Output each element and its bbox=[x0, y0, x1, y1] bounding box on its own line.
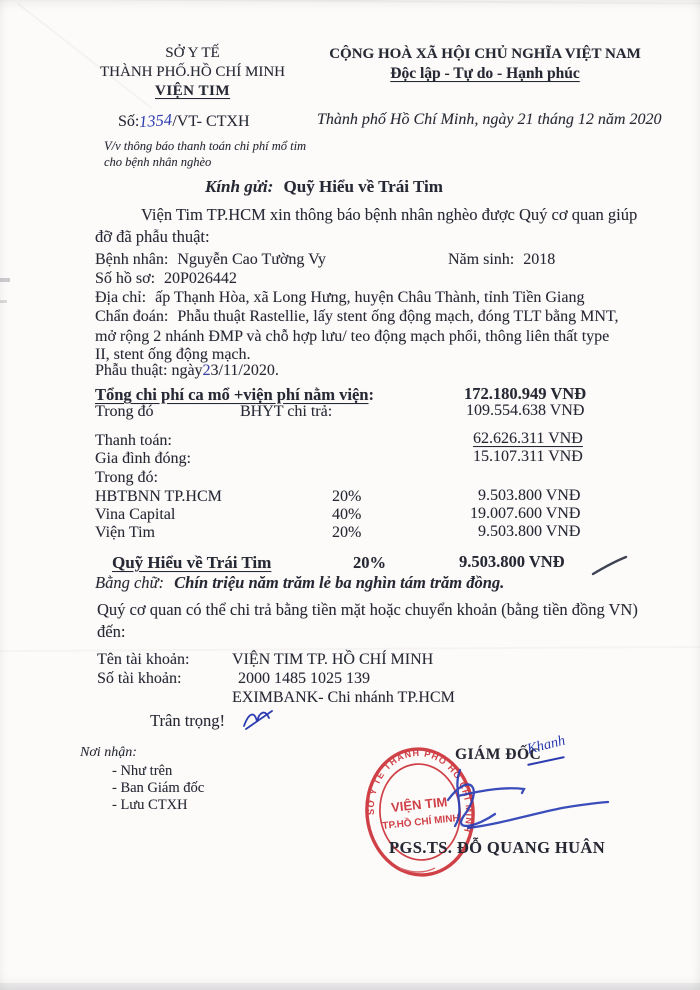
stamp-ring-text: SỞ Y TẾ THÀNH PHỐ HỒ CHÍ MINH bbox=[365, 747, 475, 834]
patient-name-label: Bệnh nhân: bbox=[95, 251, 169, 268]
recipient-fund-name: Quỹ Hiểu về Trái Tim bbox=[283, 177, 443, 196]
detail-label: Trong đó: bbox=[95, 469, 158, 486]
letterhead-right bbox=[325, 44, 645, 84]
salutation bbox=[205, 177, 443, 197]
subject-line2: cho bệnh nhân nghèo bbox=[104, 155, 212, 169]
birth-year-value: 2018 bbox=[523, 251, 556, 268]
fund-label: Quỹ Hiểu về Trái Tim bbox=[112, 553, 272, 572]
surgery-label: Phẫu thuật: ngày bbox=[95, 362, 203, 379]
letterhead-left bbox=[75, 44, 310, 101]
fund-percent: 20% bbox=[353, 553, 386, 572]
total-cost-label-line bbox=[95, 385, 374, 405]
in-words-value: Chín triệu năm trăm lẻ ba nghìn tám trăm đồng. bbox=[174, 573, 505, 592]
account-name-value: VIỆN TIM TP. HỒ CHÍ MINH bbox=[232, 651, 434, 668]
account-bank-value: EXIMBANK- Chi nhánh TP.HCM bbox=[232, 689, 455, 706]
subject-line1: V/v thông báo thanh toán chi phí mổ tim bbox=[104, 139, 307, 153]
payment-label: Thanh toán: bbox=[95, 432, 172, 449]
table-row-name: Viện Tim bbox=[95, 524, 155, 541]
diagnosis-label: Chẩn đoán: bbox=[95, 308, 169, 325]
in-words-label: Bằng chữ: bbox=[95, 573, 165, 592]
stamp-center-line2: TP.HỒ CHÍ MINH bbox=[381, 812, 461, 832]
diagnosis-text1: Phẫu thuật Rastellie, lấy stent ống động mạch, đóng TLT bằng MNT, bbox=[177, 308, 619, 325]
total-cost-colon: : bbox=[368, 385, 374, 404]
letterhead-city: THÀNH PHỐ.HỒ CHÍ MINH bbox=[100, 64, 285, 80]
stamp-center-line1: VIỆN TIM bbox=[390, 794, 449, 815]
pen-initials-squiggle bbox=[238, 702, 283, 734]
birth-year-line bbox=[448, 251, 555, 269]
ref-suffix: /VT- CTXH bbox=[172, 113, 250, 130]
fund-value: 9.503.800 VNĐ bbox=[459, 552, 565, 571]
diagnosis-line2: mở rộng 2 nhánh ĐMP và chỗ hợp lưu/ teo động mạch phổi, thông liên thất type bbox=[95, 328, 610, 345]
amount-in-words-line bbox=[95, 573, 504, 593]
bhyt-label: BHYT chi trả: bbox=[240, 403, 333, 420]
signer-name: PGS.TS. ĐỖ QUANG HUÂN bbox=[389, 838, 606, 857]
address-line bbox=[95, 289, 584, 307]
reference-line bbox=[118, 111, 250, 131]
account-number-value: 2000 1485 1025 139 bbox=[238, 670, 370, 687]
bhyt-value: 109.554.638 VNĐ bbox=[466, 402, 585, 419]
payment-value: 62.626.311 VNĐ bbox=[473, 430, 583, 447]
record-label: Số hồ sơ: bbox=[95, 270, 156, 287]
family-value: 15.107.311 VNĐ bbox=[473, 448, 583, 465]
table-row-name: Vina Capital bbox=[95, 506, 176, 523]
signer-title: GIÁM ĐỐC bbox=[455, 746, 542, 763]
recipients-item: - Ban Giám đốc bbox=[112, 780, 205, 796]
table-row-percent: 40% bbox=[332, 506, 362, 523]
diagnosis-line1 bbox=[95, 308, 618, 326]
recipients-label: Nơi nhận: bbox=[80, 745, 137, 760]
table-row-value: 9.503.800 VNĐ bbox=[478, 523, 581, 540]
diagnosis-line3: II, stent ống động mạch. bbox=[95, 346, 251, 363]
account-name-label: Tên tài khoản: bbox=[97, 651, 190, 668]
table-row-value: 19.007.600 VNĐ bbox=[470, 505, 581, 522]
handwritten-approval-note: Khanh bbox=[525, 732, 567, 758]
family-label: Gia đình đóng: bbox=[95, 450, 191, 467]
total-cost-label: Tổng chi phí ca mổ +viện phí nằm viện bbox=[95, 385, 369, 404]
record-number: 20P026442 bbox=[164, 270, 237, 287]
table-row-percent: 20% bbox=[332, 524, 362, 541]
paper-edge-mark bbox=[0, 278, 10, 282]
surgery-date-rest: 3/11/2020. bbox=[210, 362, 279, 379]
account-number-label: Số tài khoản: bbox=[97, 670, 182, 687]
letterhead-org: VIỆN TIM bbox=[155, 83, 230, 99]
paper-edge-mark bbox=[0, 300, 7, 303]
salutation-label: Kính gửi: bbox=[205, 177, 274, 196]
recipients-item: - Như trên bbox=[112, 763, 173, 779]
table-row-name: HBTBNN TP.HCM bbox=[95, 488, 222, 505]
recipients-item: - Lưu CTXH bbox=[112, 797, 188, 813]
national-title: CỘNG HOÀ XÃ HỘI CHỦ NGHĨA VIỆT NAM bbox=[329, 46, 641, 62]
birth-year-label: Năm sinh: bbox=[448, 251, 515, 268]
national-motto: Độc lập - Tự do - Hạnh phúc bbox=[390, 65, 580, 82]
ref-prefix: Số: bbox=[118, 113, 140, 130]
surgery-day-handwritten: 2 bbox=[202, 362, 211, 379]
patient-name-line bbox=[95, 251, 326, 269]
ref-number-handwritten: 1354 bbox=[138, 109, 173, 132]
payment-note-line2: đến: bbox=[97, 622, 126, 641]
dateline: Thành phố Hồ Chí Minh, ngày 21 tháng 12 năm 2020 bbox=[317, 111, 662, 128]
address-value: ấp Thạnh Hòa, xã Long Hưng, huyện Châu Thành, tỉnh Tiền Giang bbox=[155, 289, 585, 306]
pen-check-mark bbox=[588, 552, 633, 580]
paper-bottom-shadow bbox=[0, 983, 700, 990]
patient-name: Nguyễn Cao Tường Vy bbox=[177, 251, 326, 268]
intro-line1: Viện Tim TP.HCM xin thông báo bệnh nhân nghèo được Quý cơ quan giúp bbox=[141, 205, 638, 224]
total-cost-value: 172.180.949 VNĐ bbox=[464, 384, 587, 403]
surgery-date-line bbox=[95, 362, 279, 380]
address-label: Địa chỉ: bbox=[95, 289, 147, 306]
table-row-percent: 20% bbox=[332, 488, 362, 505]
table-row-value: 9.503.800 VNĐ bbox=[478, 487, 581, 504]
breakdown-label: Trong đó bbox=[95, 403, 154, 420]
paper-crease bbox=[0, 0, 700, 4]
record-number-line bbox=[95, 270, 237, 288]
payment-note-line1: Quý cơ quan có thể chi trả bằng tiền mặt hoặc chuyển khoản (bằng tiền đồng VN) bbox=[97, 600, 638, 619]
regards-text: Trân trọng! bbox=[150, 711, 226, 730]
intro-line2: đỡ đã phẫu thuật: bbox=[95, 227, 210, 246]
letterhead-dept: SỞ Y TẾ bbox=[165, 45, 220, 61]
